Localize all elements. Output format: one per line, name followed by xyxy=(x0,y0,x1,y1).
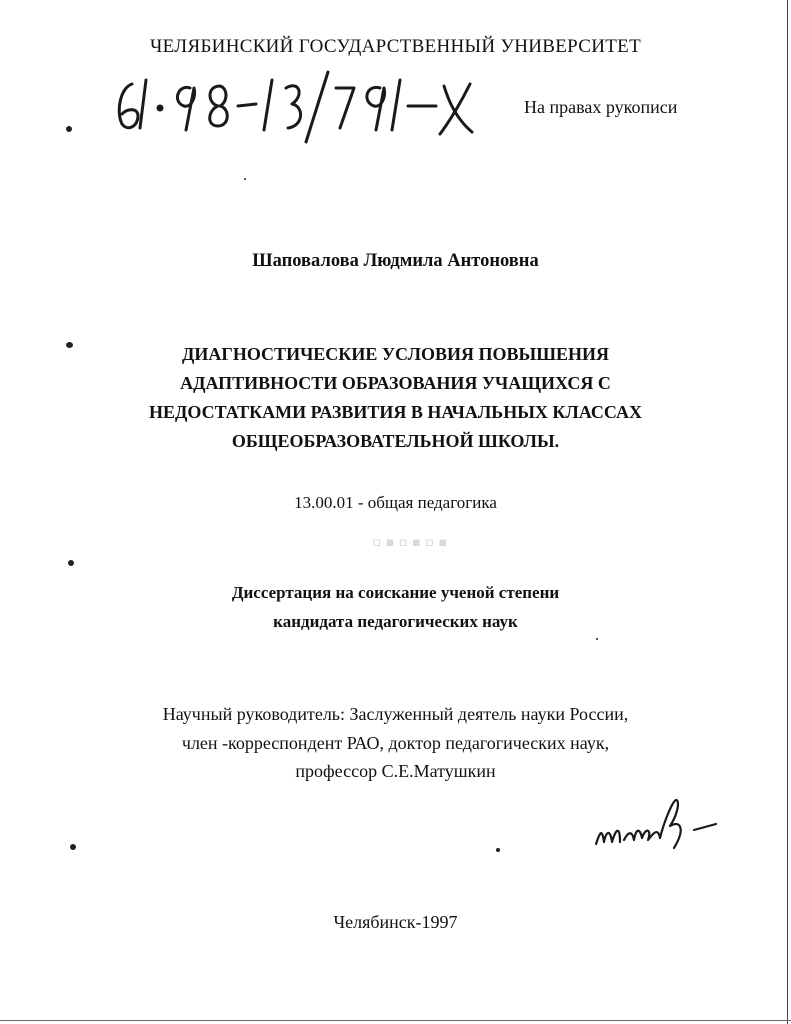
scan-speck xyxy=(70,844,76,850)
degree-line: кандидата педагогических наук xyxy=(273,612,518,631)
scan-speck xyxy=(596,638,598,640)
handwritten-signature xyxy=(590,792,720,862)
handwritten-archive-code xyxy=(110,66,490,146)
faded-stamp-mark: ▫▪▫▪▫▪ xyxy=(372,528,452,557)
degree-line: Диссертация на соискание ученой степени xyxy=(231,583,560,602)
scan-edge-bottom xyxy=(0,1020,791,1021)
city-year: Челябинск-1997 xyxy=(333,912,458,932)
scan-speck xyxy=(244,178,246,180)
author-name: Шаповалова Людмила Антоновна xyxy=(252,251,539,271)
scan-speck xyxy=(496,848,500,852)
title-line: АДАПТИВНОСТИ ОБРАЗОВАНИЯ УЧАЩИХСЯ С xyxy=(180,373,611,393)
scan-speck xyxy=(68,560,74,566)
scan-speck xyxy=(66,126,72,132)
supervisor-line: профессор С.Е.Матушкин xyxy=(295,761,496,781)
university-name: ЧЕЛЯБИНСКИЙ ГОСУДАРСТВЕННЫЙ УНИВЕРСИТЕТ xyxy=(150,36,641,57)
supervisor-line: Научный руководитель: Заслуженный деятель науки России, xyxy=(162,704,629,724)
title-line: ОБЩЕОБРАЗОВАТЕЛЬНОЙ ШКОЛЫ. xyxy=(231,431,560,451)
manuscript-rights-note: На правах рукописи xyxy=(524,97,678,117)
specialty-code: 13.00.01 - общая педагогика xyxy=(294,493,497,512)
title-line: НЕДОСТАТКАМИ РАЗВИТИЯ В НАЧАЛЬНЫХ КЛАССАХ xyxy=(148,402,643,422)
scan-speck xyxy=(66,342,73,348)
supervisor-line: член -корреспондент РАО, доктор педагогических наук, xyxy=(181,733,610,753)
title-line: ДИАГНОСТИЧЕСКИЕ УСЛОВИЯ ПОВЫШЕНИЯ xyxy=(182,344,609,364)
